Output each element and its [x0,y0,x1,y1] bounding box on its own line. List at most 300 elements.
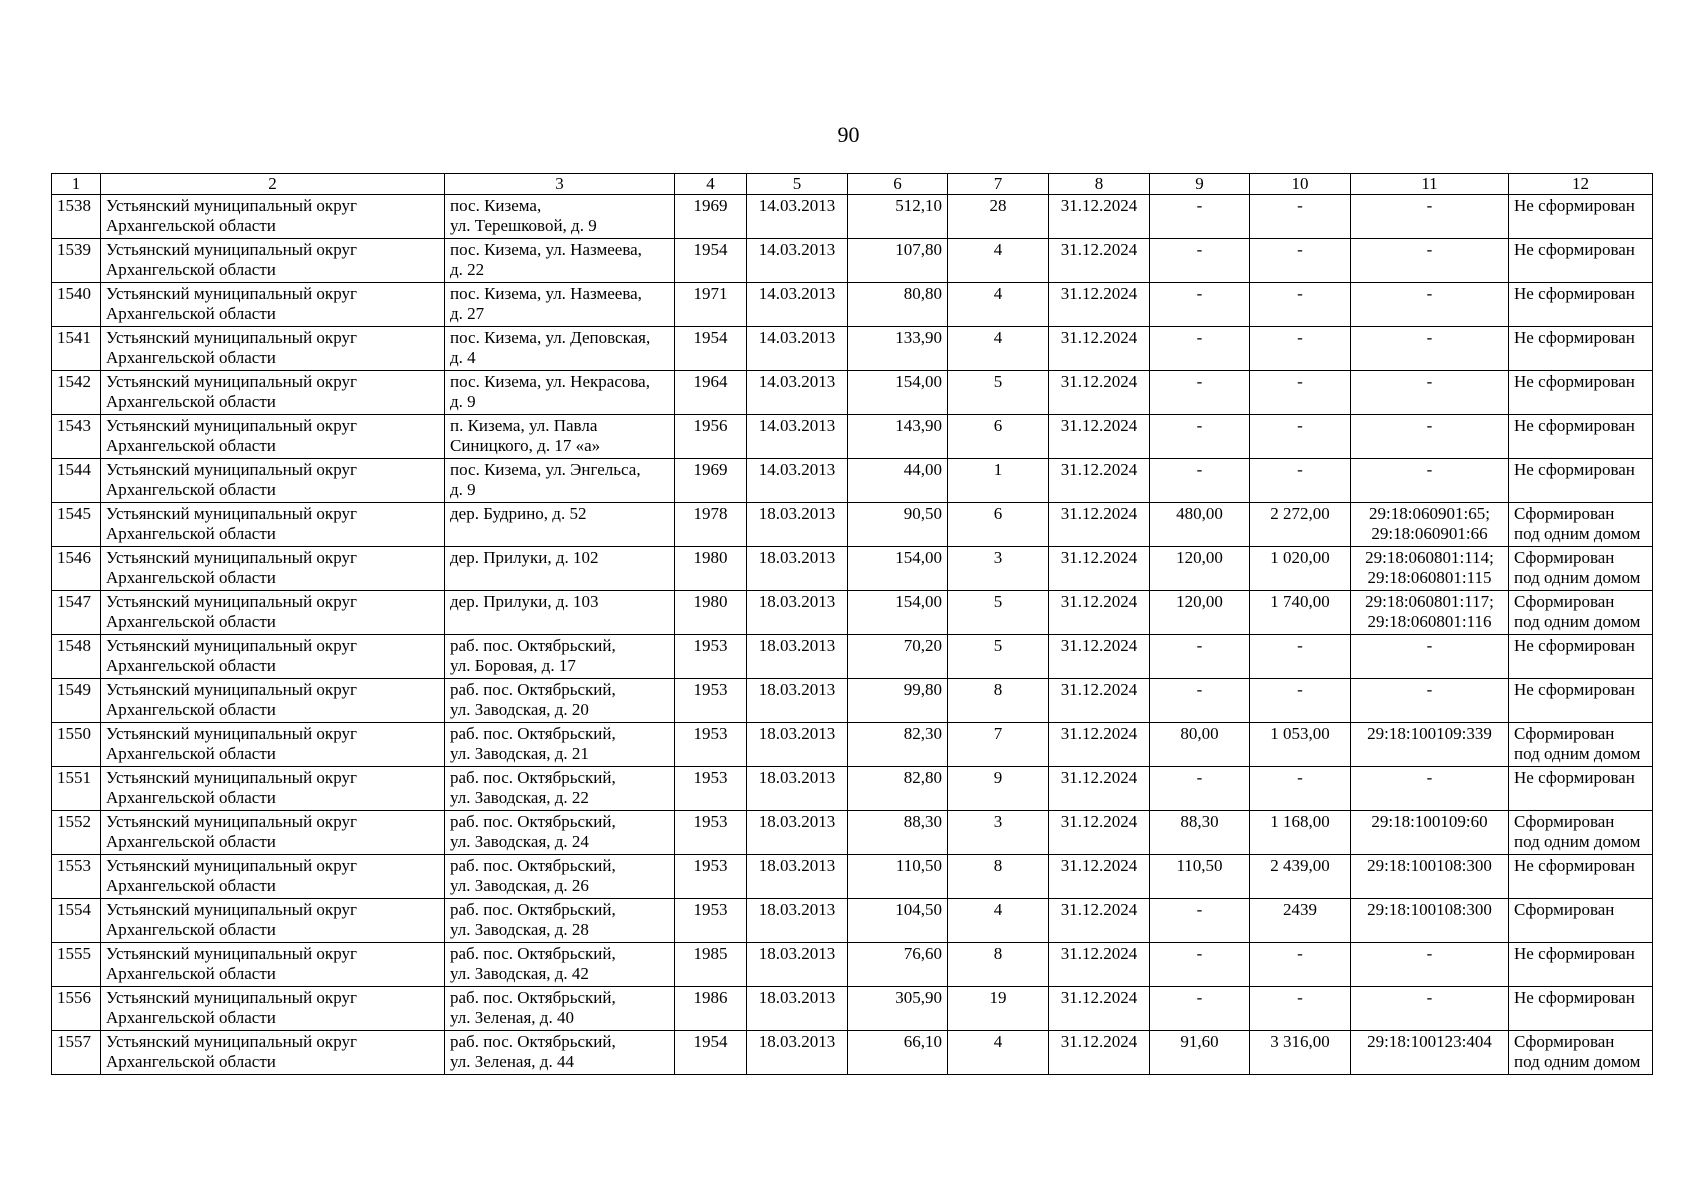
recognition-date-cell: 18.03.2013 [747,679,848,723]
table-row [52,723,1653,767]
organization-cell [101,987,445,1031]
table-row [52,899,1653,943]
address-line: раб. пос. Октябрьский, [450,856,616,875]
cadastral-line: 29:18:060801:114; [1365,548,1494,567]
organization-cell [101,503,445,547]
organization-line: Архангельской области [106,700,276,719]
organization-line: Архангельской области [106,216,276,235]
residents-cell: 6 [948,415,1049,459]
land-area-cell: - [1150,239,1250,283]
address-line: раб. пос. Октябрьский, [450,988,616,1007]
cost-cell: - [1250,327,1351,371]
address-line: д. 27 [450,304,485,323]
row-number-cell: 1542 [52,371,101,415]
deadline-cell: 31.12.2024 [1049,855,1150,899]
organization-cell [101,635,445,679]
status-cell [1509,547,1653,591]
address-cell [445,239,675,283]
cadastral-line: - [1426,196,1433,215]
address-line: дер. Прилуки, д. 103 [450,592,599,611]
address-cell [445,899,675,943]
column-header: 10 [1250,174,1351,195]
land-area-cell: 120,00 [1150,547,1250,591]
deadline-cell: 31.12.2024 [1049,767,1150,811]
cost-cell: - [1250,987,1351,1031]
cadastral-number-cell [1351,371,1509,415]
column-header: 11 [1351,174,1509,195]
status-cell [1509,327,1653,371]
row-number-cell: 1549 [52,679,101,723]
address-line: д. 9 [450,392,476,411]
residents-cell: 6 [948,503,1049,547]
recognition-date-cell: 18.03.2013 [747,943,848,987]
organization-line: Устьянский муниципальный округ [106,856,357,875]
cadastral-line: - [1426,988,1433,1007]
column-header: 7 [948,174,1049,195]
table-row [52,371,1653,415]
cadastral-line: - [1426,636,1433,655]
address-line: пос. Кизема, ул. Назмеева, [450,284,642,303]
land-area-cell: - [1150,459,1250,503]
organization-line: Устьянский муниципальный округ [106,988,357,1007]
cadastral-line: 29:18:100123:404 [1367,1032,1492,1051]
cost-cell: 1 740,00 [1250,591,1351,635]
year-cell: 1980 [675,547,747,591]
address-cell [445,1031,675,1075]
address-line: раб. пос. Октябрьский, [450,680,616,699]
address-cell [445,723,675,767]
cadastral-number-cell [1351,591,1509,635]
row-number-cell: 1555 [52,943,101,987]
status-line: под одним домом [1514,744,1641,763]
row-number-cell: 1539 [52,239,101,283]
housing-registry-table [51,173,1653,1075]
address-cell [445,987,675,1031]
column-header: 4 [675,174,747,195]
cost-cell: - [1250,943,1351,987]
cadastral-number-cell [1351,503,1509,547]
address-line: раб. пос. Октябрьский, [450,1032,616,1051]
status-cell [1509,943,1653,987]
address-line: раб. пос. Октябрьский, [450,900,616,919]
cost-cell: 1 053,00 [1250,723,1351,767]
cost-cell: 1 168,00 [1250,811,1351,855]
table-row [52,1031,1653,1075]
cadastral-number-cell [1351,239,1509,283]
address-line: ул. Заводская, д. 28 [450,920,589,939]
cadastral-line: - [1426,328,1433,347]
residents-cell: 3 [948,547,1049,591]
cadastral-number-cell [1351,327,1509,371]
cadastral-line: 29:18:060901:66 [1371,524,1488,543]
year-cell: 1954 [675,327,747,371]
address-cell [445,635,675,679]
status-line: Сформирован [1514,548,1615,567]
address-line: д. 22 [450,260,485,279]
status-cell [1509,459,1653,503]
address-line: д. 4 [450,348,476,367]
land-area-cell: - [1150,327,1250,371]
status-line: Не сформирован [1514,372,1635,391]
cadastral-number-cell [1351,855,1509,899]
recognition-date-cell: 18.03.2013 [747,1031,848,1075]
table-row [52,459,1653,503]
status-line: под одним домом [1514,832,1641,851]
row-number-cell: 1543 [52,415,101,459]
status-line: Не сформирован [1514,460,1635,479]
organization-line: Архангельской области [106,480,276,499]
row-number-cell: 1544 [52,459,101,503]
status-cell [1509,679,1653,723]
recognition-date-cell: 18.03.2013 [747,547,848,591]
land-area-cell: - [1150,679,1250,723]
recognition-date-cell: 14.03.2013 [747,239,848,283]
row-number-cell: 1554 [52,899,101,943]
year-cell: 1969 [675,195,747,239]
land-area-cell: - [1150,635,1250,679]
status-line: Сформирован [1514,504,1615,523]
table-row [52,987,1653,1031]
residents-cell: 3 [948,811,1049,855]
organization-line: Устьянский муниципальный округ [106,636,357,655]
land-area-cell: - [1150,283,1250,327]
page-number: 90 [837,122,860,147]
organization-line: Архангельской области [106,304,276,323]
address-line: раб. пос. Октябрьский, [450,636,616,655]
table-row [52,635,1653,679]
organization-cell [101,239,445,283]
status-cell [1509,855,1653,899]
year-cell: 1986 [675,987,747,1031]
address-cell [445,767,675,811]
column-header: 2 [101,174,445,195]
year-cell: 1964 [675,371,747,415]
organization-cell [101,547,445,591]
deadline-cell: 31.12.2024 [1049,459,1150,503]
land-area-cell: - [1150,195,1250,239]
status-line: Не сформирован [1514,988,1635,1007]
recognition-date-cell: 14.03.2013 [747,283,848,327]
cadastral-line: - [1426,944,1433,963]
table-row [52,327,1653,371]
organization-cell [101,723,445,767]
cost-cell: - [1250,679,1351,723]
status-cell [1509,415,1653,459]
deadline-cell: 31.12.2024 [1049,283,1150,327]
organization-line: Устьянский муниципальный округ [106,416,357,435]
cadastral-number-cell [1351,987,1509,1031]
address-line: ул. Зеленая, д. 44 [450,1052,574,1071]
residents-cell: 1 [948,459,1049,503]
deadline-cell: 31.12.2024 [1049,239,1150,283]
row-number-cell: 1545 [52,503,101,547]
status-line: Не сформирован [1514,944,1635,963]
year-cell: 1971 [675,283,747,327]
column-header: 8 [1049,174,1150,195]
residents-cell: 28 [948,195,1049,239]
area-cell: 66,10 [848,1031,948,1075]
address-cell [445,503,675,547]
land-area-cell: 91,60 [1150,1031,1250,1075]
organization-cell [101,459,445,503]
table-row [52,679,1653,723]
area-cell: 90,50 [848,503,948,547]
row-number-cell: 1541 [52,327,101,371]
organization-line: Устьянский муниципальный округ [106,460,357,479]
cadastral-number-cell [1351,283,1509,327]
cadastral-line: - [1426,284,1433,303]
status-line: Не сформирован [1514,328,1635,347]
land-area-cell: - [1150,987,1250,1031]
land-area-cell: - [1150,899,1250,943]
cost-cell: - [1250,239,1351,283]
recognition-date-cell: 14.03.2013 [747,459,848,503]
year-cell: 1954 [675,1031,747,1075]
address-line: пос. Кизема, [450,196,542,215]
status-line: Не сформирован [1514,416,1635,435]
recognition-date-cell: 18.03.2013 [747,635,848,679]
table-row [52,239,1653,283]
address-line: ул. Боровая, д. 17 [450,656,576,675]
column-header: 3 [445,174,675,195]
cost-cell: 2 272,00 [1250,503,1351,547]
land-area-cell: 120,00 [1150,591,1250,635]
residents-cell: 5 [948,371,1049,415]
row-number-cell: 1548 [52,635,101,679]
row-number-cell: 1550 [52,723,101,767]
cadastral-line: 29:18:100108:300 [1367,856,1492,875]
cadastral-line: - [1426,768,1433,787]
status-cell [1509,767,1653,811]
cadastral-number-cell [1351,723,1509,767]
organization-line: Архангельской области [106,788,276,807]
year-cell: 1953 [675,723,747,767]
table-row [52,855,1653,899]
status-line: под одним домом [1514,1052,1641,1071]
residents-cell: 5 [948,635,1049,679]
address-line: раб. пос. Октябрьский, [450,812,616,831]
deadline-cell: 31.12.2024 [1049,679,1150,723]
deadline-cell: 31.12.2024 [1049,547,1150,591]
cost-cell: 2439 [1250,899,1351,943]
address-line: ул. Заводская, д. 42 [450,964,589,983]
cost-cell: 1 020,00 [1250,547,1351,591]
recognition-date-cell: 18.03.2013 [747,503,848,547]
status-line: Сформирован [1514,1032,1615,1051]
row-number-cell: 1552 [52,811,101,855]
address-line: ул. Заводская, д. 20 [450,700,589,719]
address-cell [445,195,675,239]
land-area-cell: 110,50 [1150,855,1250,899]
recognition-date-cell: 14.03.2013 [747,195,848,239]
year-cell: 1953 [675,635,747,679]
organization-line: Архангельской области [106,392,276,411]
address-line: раб. пос. Октябрьский, [450,724,616,743]
address-line: ул. Зеленая, д. 40 [450,1008,574,1027]
year-cell: 1953 [675,811,747,855]
cadastral-number-cell [1351,899,1509,943]
address-line: д. 9 [450,480,476,499]
recognition-date-cell: 18.03.2013 [747,767,848,811]
row-number-cell: 1551 [52,767,101,811]
status-line: Не сформирован [1514,636,1635,655]
area-cell: 44,00 [848,459,948,503]
address-line: раб. пос. Октябрьский, [450,944,616,963]
deadline-cell: 31.12.2024 [1049,415,1150,459]
deadline-cell: 31.12.2024 [1049,943,1150,987]
organization-line: Архангельской области [106,1008,276,1027]
address-cell [445,459,675,503]
land-area-cell: 480,00 [1150,503,1250,547]
address-line: ул. Заводская, д. 22 [450,788,589,807]
cadastral-number-cell [1351,459,1509,503]
status-cell [1509,371,1653,415]
organization-cell [101,327,445,371]
organization-line: Устьянский муниципальный округ [106,592,357,611]
address-cell [445,327,675,371]
column-header: 1 [52,174,101,195]
organization-line: Устьянский муниципальный округ [106,548,357,567]
status-cell [1509,195,1653,239]
area-cell: 143,90 [848,415,948,459]
status-line: Сформирован [1514,900,1615,919]
cost-cell: 2 439,00 [1250,855,1351,899]
organization-cell [101,591,445,635]
organization-line: Устьянский муниципальный округ [106,372,357,391]
table-row [52,503,1653,547]
address-cell [445,283,675,327]
table-row [52,283,1653,327]
address-line: ул. Заводская, д. 21 [450,744,589,763]
cadastral-line: - [1426,416,1433,435]
cadastral-line: 29:18:060901:65; [1369,504,1490,523]
cadastral-line: 29:18:100109:339 [1367,724,1492,743]
row-number-cell: 1546 [52,547,101,591]
residents-cell: 8 [948,855,1049,899]
organization-line: Устьянский муниципальный округ [106,680,357,699]
cadastral-line: - [1426,460,1433,479]
area-cell: 107,80 [848,239,948,283]
deadline-cell: 31.12.2024 [1049,503,1150,547]
organization-line: Устьянский муниципальный округ [106,900,357,919]
cost-cell: - [1250,459,1351,503]
address-cell [445,855,675,899]
address-line: пос. Кизема, ул. Некрасова, [450,372,650,391]
status-cell [1509,503,1653,547]
organization-cell [101,195,445,239]
row-number-cell: 1547 [52,591,101,635]
address-cell [445,811,675,855]
organization-line: Архангельской области [106,832,276,851]
status-cell [1509,899,1653,943]
recognition-date-cell: 18.03.2013 [747,811,848,855]
row-number-cell: 1538 [52,195,101,239]
residents-cell: 4 [948,283,1049,327]
residents-cell: 19 [948,987,1049,1031]
cadastral-number-cell [1351,1031,1509,1075]
status-cell [1509,987,1653,1031]
row-number-cell: 1557 [52,1031,101,1075]
organization-line: Устьянский муниципальный округ [106,1032,357,1051]
status-line: Сформирован [1514,812,1615,831]
organization-cell [101,811,445,855]
recognition-date-cell: 14.03.2013 [747,371,848,415]
address-line: п. Кизема, ул. Павла [450,416,598,435]
table-row [52,415,1653,459]
recognition-date-cell: 18.03.2013 [747,723,848,767]
organization-cell [101,767,445,811]
cadastral-number-cell [1351,943,1509,987]
area-cell: 82,30 [848,723,948,767]
land-area-cell: - [1150,943,1250,987]
area-cell: 70,20 [848,635,948,679]
address-line: ул. Заводская, д. 24 [450,832,589,851]
recognition-date-cell: 18.03.2013 [747,899,848,943]
year-cell: 1978 [675,503,747,547]
year-cell: 1985 [675,943,747,987]
organization-line: Архангельской области [106,612,276,631]
cadastral-number-cell [1351,767,1509,811]
organization-line: Архангельской области [106,348,276,367]
cadastral-line: 29:18:100109:60 [1371,812,1488,831]
address-cell [445,415,675,459]
residents-cell: 4 [948,1031,1049,1075]
organization-cell [101,855,445,899]
organization-line: Устьянский муниципальный округ [106,328,357,347]
organization-cell [101,1031,445,1075]
organization-line: Архангельской области [106,744,276,763]
land-area-cell: 88,30 [1150,811,1250,855]
deadline-cell: 31.12.2024 [1049,723,1150,767]
status-line: Не сформирован [1514,680,1635,699]
residents-cell: 8 [948,943,1049,987]
land-area-cell: - [1150,767,1250,811]
column-header: 5 [747,174,848,195]
year-cell: 1980 [675,591,747,635]
status-line: под одним домом [1514,612,1641,631]
organization-line: Архангельской области [106,436,276,455]
year-cell: 1953 [675,679,747,723]
land-area-cell: 80,00 [1150,723,1250,767]
year-cell: 1953 [675,767,747,811]
table-row [52,547,1653,591]
status-line: Не сформирован [1514,856,1635,875]
organization-line: Устьянский муниципальный округ [106,768,357,787]
status-cell [1509,239,1653,283]
column-header: 6 [848,174,948,195]
cadastral-line: - [1426,680,1433,699]
column-number-header-row [52,174,1653,195]
recognition-date-cell: 14.03.2013 [747,415,848,459]
residents-cell: 5 [948,591,1049,635]
status-cell [1509,1031,1653,1075]
status-line: под одним домом [1514,524,1641,543]
address-line: раб. пос. Октябрьский, [450,768,616,787]
recognition-date-cell: 18.03.2013 [747,591,848,635]
recognition-date-cell: 18.03.2013 [747,855,848,899]
residents-cell: 4 [948,899,1049,943]
status-line: Не сформирован [1514,240,1635,259]
area-cell: 88,30 [848,811,948,855]
organization-line: Архангельской области [106,1052,276,1071]
organization-line: Архангельской области [106,524,276,543]
year-cell: 1953 [675,855,747,899]
organization-cell [101,415,445,459]
cadastral-line: - [1426,372,1433,391]
area-cell: 110,50 [848,855,948,899]
status-line: под одним домом [1514,568,1641,587]
organization-line: Архангельской области [106,260,276,279]
